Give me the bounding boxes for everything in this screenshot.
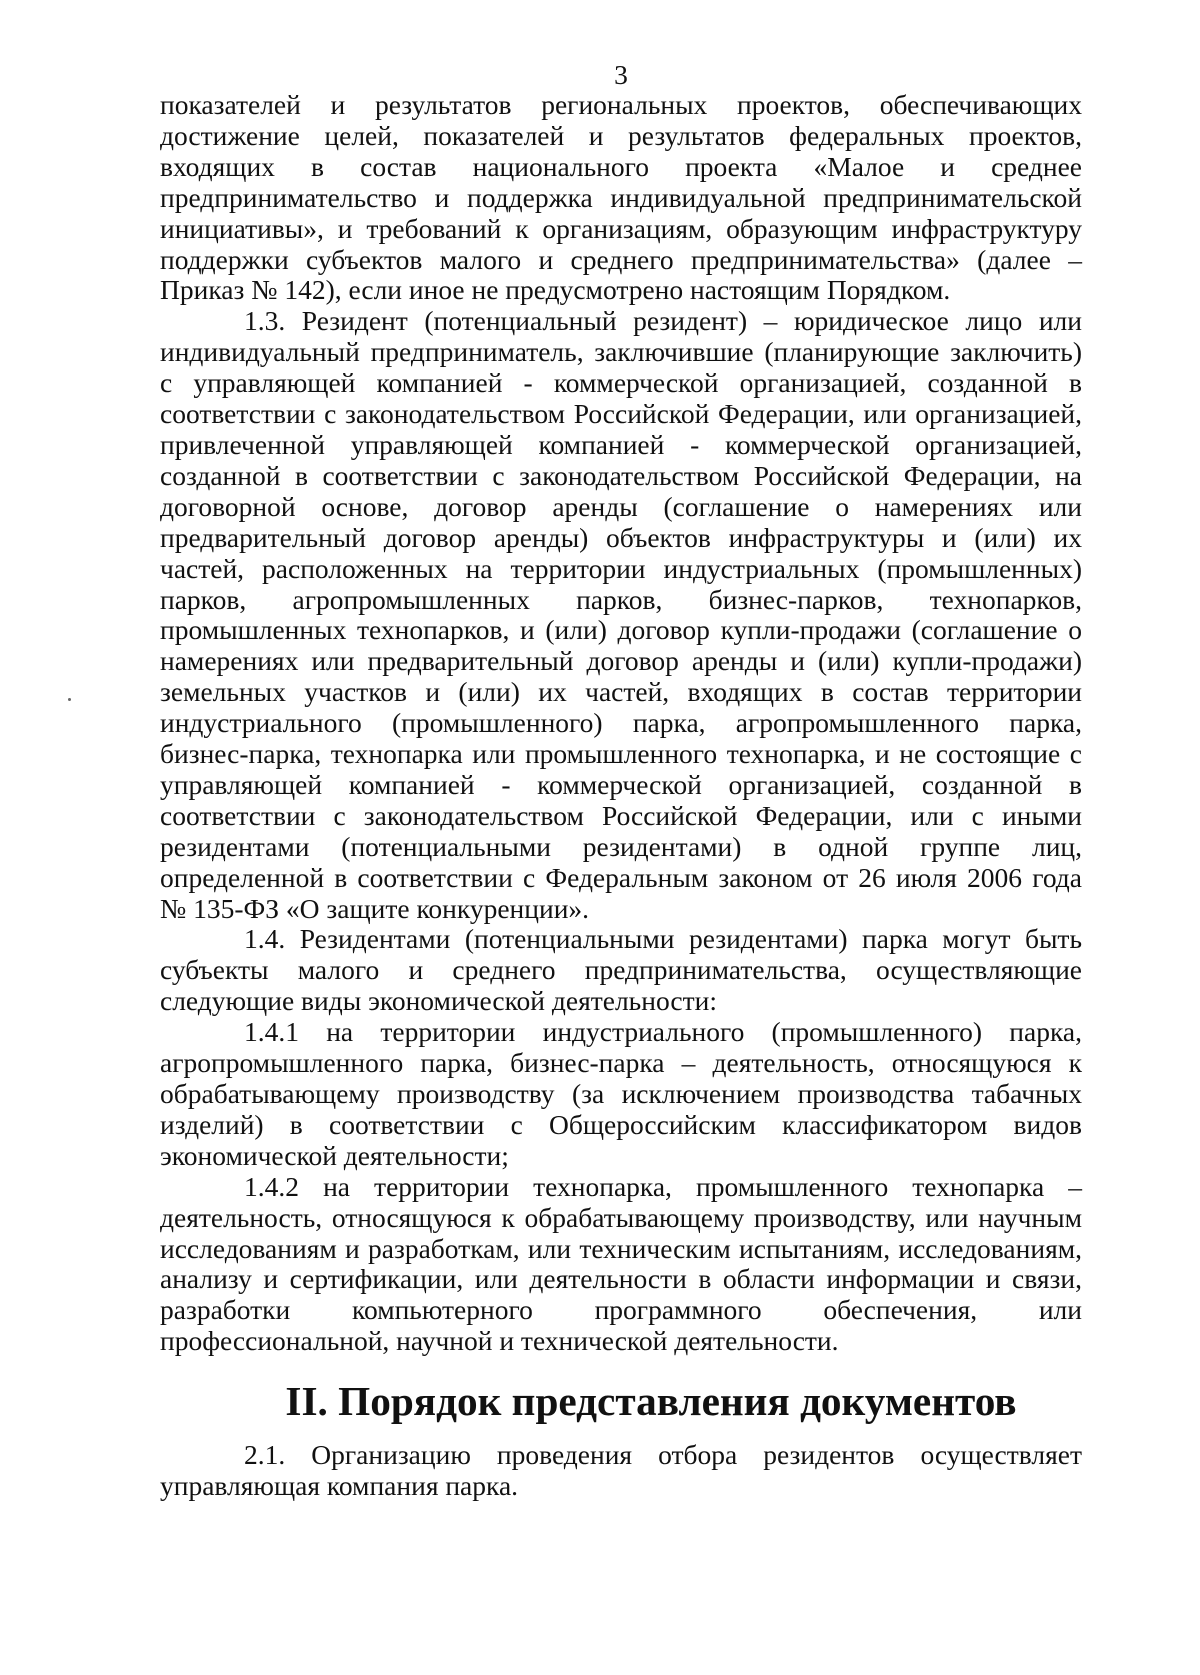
paragraph-1-4-2: 1.4.2 на территории технопарка, промышленного технопарка – деятельность, относящуюся к обрабатывающему производству, или научным исследованиям и разработкам, или техническим испытаниям, исследованиям, анализу и сертификации, или деятельности в области информации и связи, разработки компьютерного программного обеспечения, или профессиональной, научной и технической деятельности. [160,1170,1082,1357]
paragraph-1-3: 1.3. Резидент (потенциальный резидент) – юридическое лицо или индивидуальный предприниматель, заключившие (планирующие заключить) с управляющей компанией - коммерческой организацией, созданной в соответствии с законодательством Российской Федерации, или организацией, привлеченной управляющей компанией - коммерческой организацией, созданной в соответствии с законодательством Российской Федерации, на договорной основе, договор аренды (соглашение о намерениях или предварительный договор аренды) объектов инфраструктуры и (или) их частей, расположенных на территории индустриальных (промышленных) парков, агропромышленных парков, бизнес-парков, технопарков, промышленных технопарков, и (или) договор купли-продажи (соглашение о намерениях или предварительный договор аренды и (или) купли-продажи) земельных участков и (или) их частей, входящих в состав территории индустриального (промышленного) парка, агропромышленного парка, бизнес-парка, технопарка или промышленного технопарка, и не состоящие с управляющей компанией - коммерческой организацией, созданной в соответствии с законодательством Российской Федерации, или с иными резидентами (потенциальными резидентами) в одной группе лиц, определенной в соответствии с Федеральным законом от 26 июля 2006 года № 135-ФЗ «О защите конкуренции». [160,305,1082,924]
paragraph-continuation: показателей и результатов региональных проектов, обеспечивающих достижение целей, показателей и результатов федеральных проектов, входящих в состав национального проекта «Малое и среднее предпринимательство и поддержка индивидуальной предпринимательской инициативы», и требований к организациям, образующим инфраструктуру поддержки субъектов малого и среднего предпринимательства» (далее – Приказ № 142), если иное не предусмотрено настоящим Порядком. [160,89,1082,306]
section-heading: II. Порядок представления документов [285,1378,1017,1425]
paragraph-1-4: 1.4. Резидентами (потенциальными резидентами) парка могут быть субъекты малого и среднего предпринимательства, осуществляющие следующие виды экономической деятельности: [160,923,1082,1017]
paragraph-1-4-1: 1.4.1 на территории индустриального (промышленного) парка, агропромышленного парка, бизнес-парка – деятельность, относящуюся к обрабатывающему производству (за исключением производства табачных изделий) в соответствии с Общероссийским классификатором видов экономической деятельности; [160,1016,1082,1171]
page-number: 3 [614,59,628,90]
paragraph-2-1: 2.1. Организацию проведения отбора резидентов осуществляет управляющая компания парка. [160,1439,1082,1501]
scan-speck [68,698,71,701]
document-page [160,60,1082,1502]
